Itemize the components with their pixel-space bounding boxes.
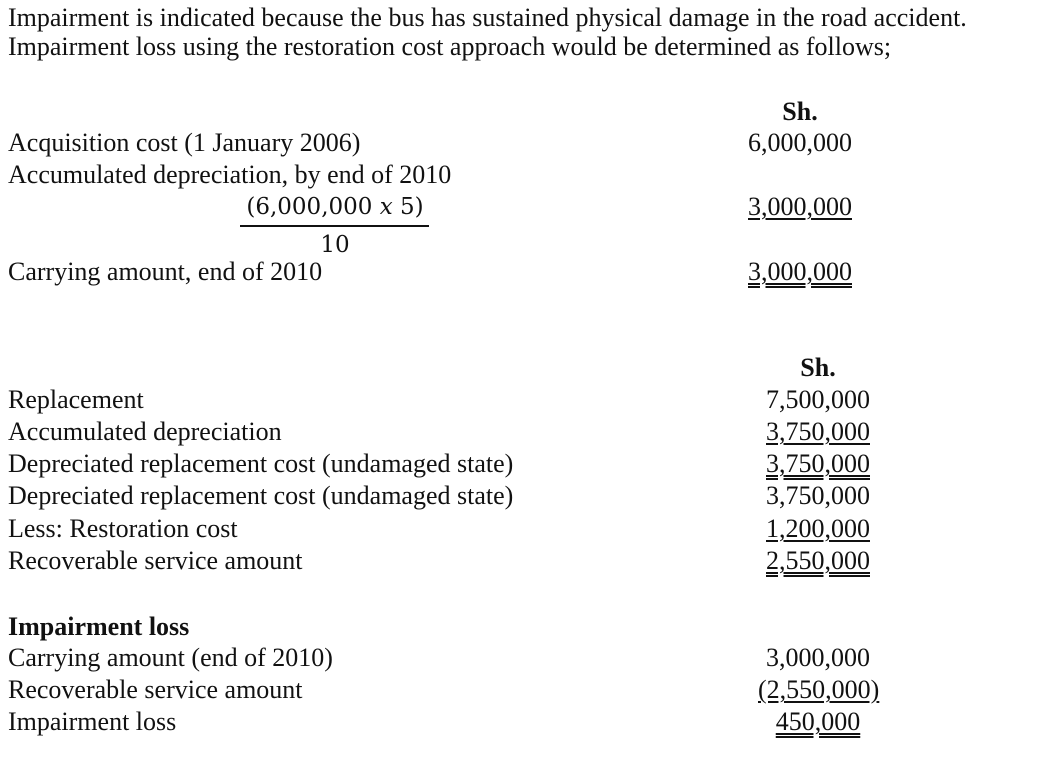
depreciated-replacement-cost-value: 3,750,000 [766, 449, 870, 478]
fraction-bar [240, 225, 429, 227]
acquisition-cost-value: 6,000,000 [748, 128, 852, 157]
recoverable-service-amount-label: Recoverable service amount [8, 546, 303, 575]
impairment-loss-label: Impairment loss [8, 707, 177, 736]
impairment-loss-value: 450,000 [775, 707, 861, 736]
recoverable-service-amount-value: 2,550,000 [766, 546, 870, 575]
replacement-value: 7,500,000 [766, 385, 870, 414]
section1-currency-header: Sh. [782, 97, 818, 126]
recoverable-service-amount-2-label: Recoverable service amount [8, 675, 303, 704]
formula-operator: x [379, 194, 393, 220]
depreciated-replacement-cost-label: Depreciated replacement cost (undamaged state) [8, 449, 514, 478]
acquisition-cost-label: Acquisition cost (1 January 2006) [8, 128, 361, 157]
replacement-label: Replacement [8, 385, 144, 414]
recoverable-service-amount-2-value: (2,550,000) [758, 675, 880, 704]
accumulated-depreciation-2-value: 3,750,000 [766, 417, 870, 446]
carrying-amount-2-value: 3,000,000 [766, 643, 870, 672]
carrying-amount-value: 3,000,000 [748, 257, 852, 286]
formula-numerator: (6,000,000 x 5) [246, 194, 424, 220]
carrying-amount-label: Carrying amount, end of 2010 [8, 257, 323, 286]
restoration-cost-label: Less: Restoration cost [8, 514, 238, 543]
intro-line-2: Impairment loss using the restoration cost approach would be determined as follows; [8, 32, 892, 61]
intro-line-1: Impairment is indicated because the bus has sustained physical damage in the road accident. [8, 3, 967, 32]
formula-denominator: 10 [320, 232, 350, 258]
impairment-loss-heading: Impairment loss [8, 612, 190, 641]
section2-currency-header: Sh. [800, 353, 836, 382]
depreciated-replacement-cost-2-label: Depreciated replacement cost (undamaged state) [8, 481, 514, 510]
carrying-amount-2-label: Carrying amount (end of 2010) [8, 643, 333, 672]
accumulated-depreciation-value: 3,000,000 [748, 192, 852, 221]
restoration-cost-value: 1,200,000 [766, 514, 870, 543]
depreciated-replacement-cost-2-value: 3,750,000 [766, 481, 870, 510]
accumulated-depreciation-label: Accumulated depreciation, by end of 2010 [8, 160, 452, 189]
accumulated-depreciation-2-label: Accumulated depreciation [8, 417, 282, 446]
